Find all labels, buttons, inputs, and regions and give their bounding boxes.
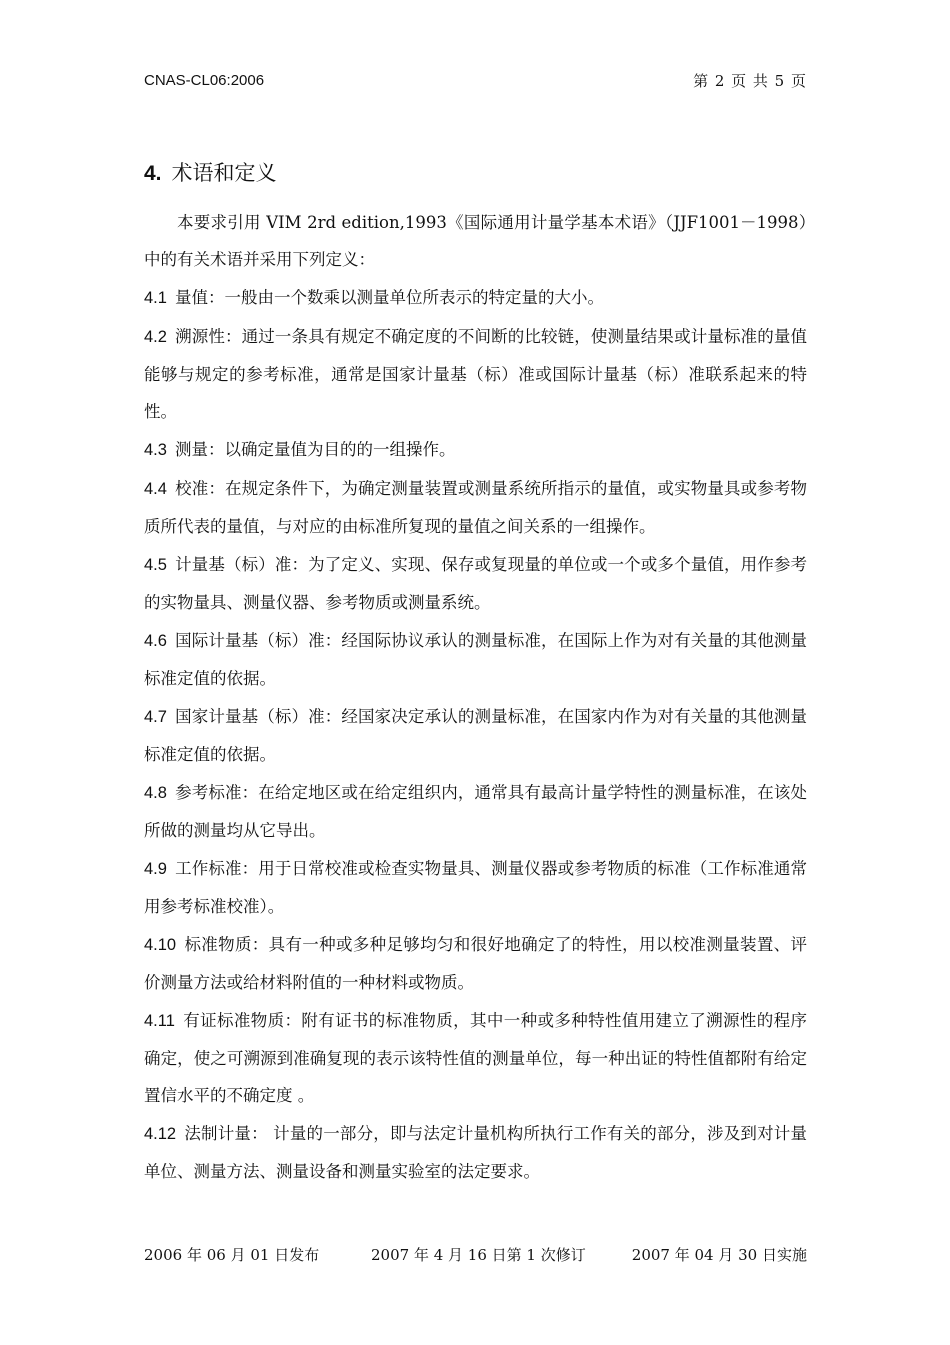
definition-text: 有证标准物质：附有证书的标准物质，其中一种或多种特性值用建立了溯源性的程序确定，使之可溯源到准确复现的表示该特性值的测量单位，每一种出证的特性值都附有给定置信水平的不确定度 。 <box>144 1011 807 1105</box>
section-title: 术语和定义 <box>171 161 277 185</box>
definition-number: 4.8 <box>144 784 167 802</box>
definition-number: 4.3 <box>144 441 167 459</box>
definition-text: 国家计量基（标）准：经国家决定承认的测量标准，在国家内作为对有关量的其他测量标准定值的依据。 <box>144 707 807 764</box>
intro-paragraph: 本要求引用 VIM 2rd edition,1993《国际通用计量学基本术语》（JJF1001－1998）中的有关术语并采用下列定义： <box>144 213 807 269</box>
definition-text: 测量：以确定量值为目的的一组操作。 <box>174 440 456 459</box>
definition-text: 标准物质：具有一种或多种足够均匀和很好地确定了的特性，用以校准测量装置、评价测量方法或给材料附值的一种材料或物质。 <box>144 935 807 992</box>
definition-item <box>144 470 807 545</box>
definition-number: 4.1 <box>144 289 167 307</box>
definition-item <box>144 546 807 621</box>
definition-number: 4.2 <box>144 328 167 346</box>
definition-item <box>144 1002 807 1114</box>
definition-list <box>144 279 807 1190</box>
definition-number: 4.6 <box>144 632 167 650</box>
definition-text: 校准：在规定条件下，为确定测量装置或测量系统所指示的量值，或实物量具或参考物质所代表的量值，与对应的由标准所复现的量值之间关系的一组操作。 <box>144 479 807 536</box>
definition-item <box>144 698 807 773</box>
page-footer <box>144 1244 807 1266</box>
effective-date: 2007 年 04 月 30 日实施 <box>631 1246 807 1264</box>
definition-text: 法制计量： 计量的一部分，即与法定计量机构所执行工作有关的部分，涉及到对计量单位、测量方法、测量设备和测量实验室的法定要求。 <box>144 1124 807 1181</box>
definition-number: 4.11 <box>144 1012 175 1030</box>
document-body <box>144 204 807 1190</box>
definition-text: 溯源性：通过一条具有规定不确定度的不间断的比较链，使测量结果或计量标准的量值能够与规定的参考标准，通常是国家计量基（标）准或国际计量基（标）准联系起来的特性。 <box>144 327 807 421</box>
definition-text: 量值：一般由一个数乘以测量单位所表示的特定量的大小。 <box>174 288 604 307</box>
revision-date: 2007 年 4 月 16 日第 1 次修订 <box>371 1246 586 1264</box>
definition-item <box>144 1115 807 1190</box>
definition-item <box>144 850 807 925</box>
page-number: 第 2 页 共 5 页 <box>693 72 807 90</box>
definition-number: 4.5 <box>144 556 167 574</box>
definition-item <box>144 774 807 849</box>
definition-item <box>144 279 807 317</box>
definition-item <box>144 318 807 430</box>
definition-number: 4.7 <box>144 708 167 726</box>
definition-number: 4.12 <box>144 1125 177 1143</box>
definition-item <box>144 622 807 697</box>
page-header <box>144 70 807 92</box>
definition-item <box>144 431 807 469</box>
definition-text: 国际计量基（标）准：经国际协议承认的测量标准，在国际上作为对有关量的其他测量标准定值的依据。 <box>144 631 807 688</box>
section-number: 4. <box>144 162 162 185</box>
section-heading <box>144 158 277 189</box>
definition-item <box>144 926 807 1001</box>
document-code: CNAS-CL06:2006 <box>144 72 265 89</box>
definition-text: 参考标准：在给定地区或在给定组织内，通常具有最高计量学特性的测量标准，在该处所做的测量均从它导出。 <box>144 783 807 840</box>
definition-text: 计量基（标）准：为了定义、实现、保存或复现量的单位或一个或多个量值，用作参考的实物量具、测量仪器、参考物质或测量系统。 <box>144 555 807 612</box>
definition-number: 4.4 <box>144 480 167 498</box>
definition-number: 4.9 <box>144 860 167 878</box>
definition-text: 工作标准：用于日常校准或检查实物量具、测量仪器或参考物质的标准（工作标准通常用参考标准校准）。 <box>144 859 807 916</box>
publish-date: 2006 年 06 月 01 日发布 <box>144 1246 320 1264</box>
definition-number: 4.10 <box>144 936 177 954</box>
